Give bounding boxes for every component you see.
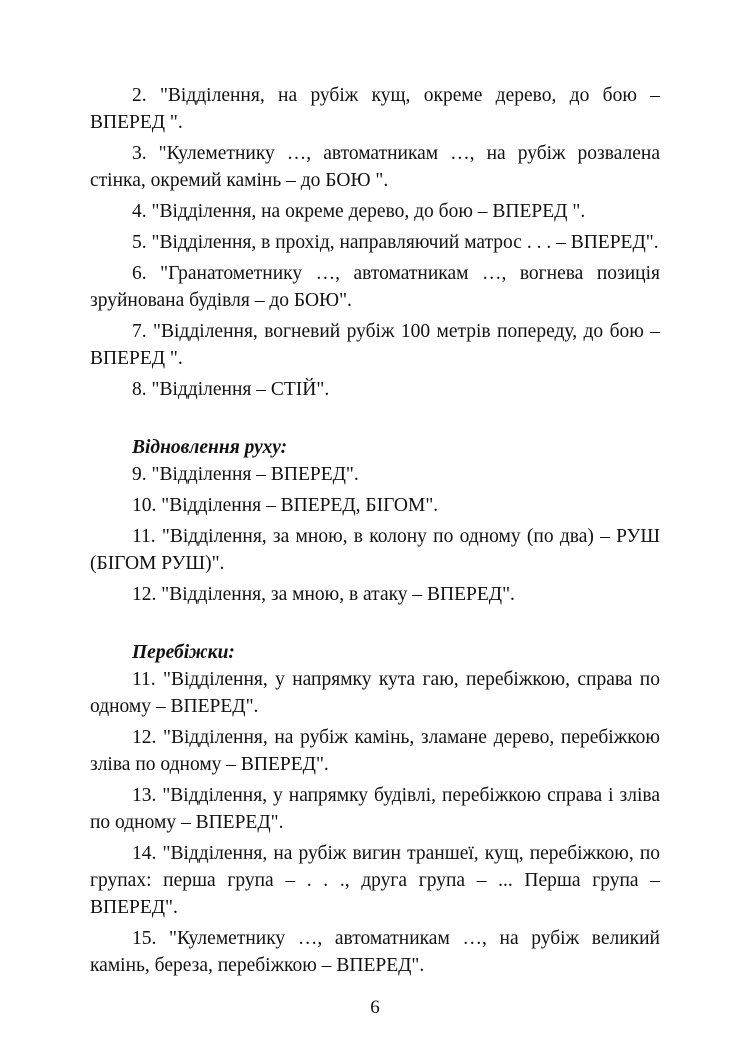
command-item-2: 2. "Відділення, на рубіж кущ, окреме дерево, до бою – ВПЕРЕД ".	[90, 85, 660, 133]
rush-item-12: 12. "Відділення, на рубіж камінь, зламане дерево, перебіжкою зліва по одному – ВПЕРЕД".	[90, 727, 660, 775]
section-heading-resume-movement: Відновлення руху:	[132, 437, 288, 458]
rush-item-15: 15. "Кулеметнику …, автоматникам …, на рубіж великий камінь, береза, перебіжкою – ВПЕРЕД".	[90, 928, 660, 976]
page-number: 6	[370, 997, 380, 1018]
section-spacer	[90, 403, 660, 434]
document-page	[90, 82, 660, 979]
command-item-4: 4. "Відділення, на окреме дерево, до бою – ВПЕРЕД ".	[132, 201, 586, 222]
command-item-10: 10. "Відділення – ВПЕРЕД, БІГОМ".	[132, 495, 439, 516]
rush-item-11: 11. "Відділення, у напрямку кута гаю, перебіжкою, справа по одному – ВПЕРЕД".	[90, 669, 660, 717]
section-spacer	[90, 608, 660, 639]
command-item-9: 9. "Відділення – ВПЕРЕД".	[132, 464, 359, 485]
command-item-12: 12. "Відділення, за мною, в атаку – ВПЕРЕД".	[132, 584, 515, 605]
command-item-8: 8. "Відділення – СТІЙ".	[132, 379, 330, 400]
rush-item-13: 13. "Відділення, у напрямку будівлі, перебіжкою справа і зліва по одному – ВПЕРЕД".	[90, 785, 660, 833]
command-item-3: 3. "Кулеметнику …, автоматникам …, на рубіж розвалена стінка, окремий камінь – до БОЮ ".	[90, 143, 660, 191]
command-item-7: 7. "Відділення, вогневий рубіж 100 метрів попереду, до бою – ВПЕРЕД ".	[90, 321, 660, 369]
section-heading-rushes: Перебіжки:	[132, 642, 235, 663]
rush-item-14: 14. "Відділення, на рубіж вигин траншеї, кущ, перебіжкою, по групах: перша група – . . ., друга група – ... Перша група – ВПЕРЕД".	[90, 843, 660, 918]
command-item-6: 6. "Гранатометнику …, автоматникам …, вогнева позиція зруйнована будівля – до БОЮ".	[90, 263, 660, 311]
command-item-11: 11. "Відділення, за мною, в колону по одному (по два) – РУШ (БІГОМ РУШ)".	[90, 526, 660, 574]
command-item-5: 5. "Відділення, в прохід, направляючий матрос . . . – ВПЕРЕД".	[132, 232, 659, 253]
